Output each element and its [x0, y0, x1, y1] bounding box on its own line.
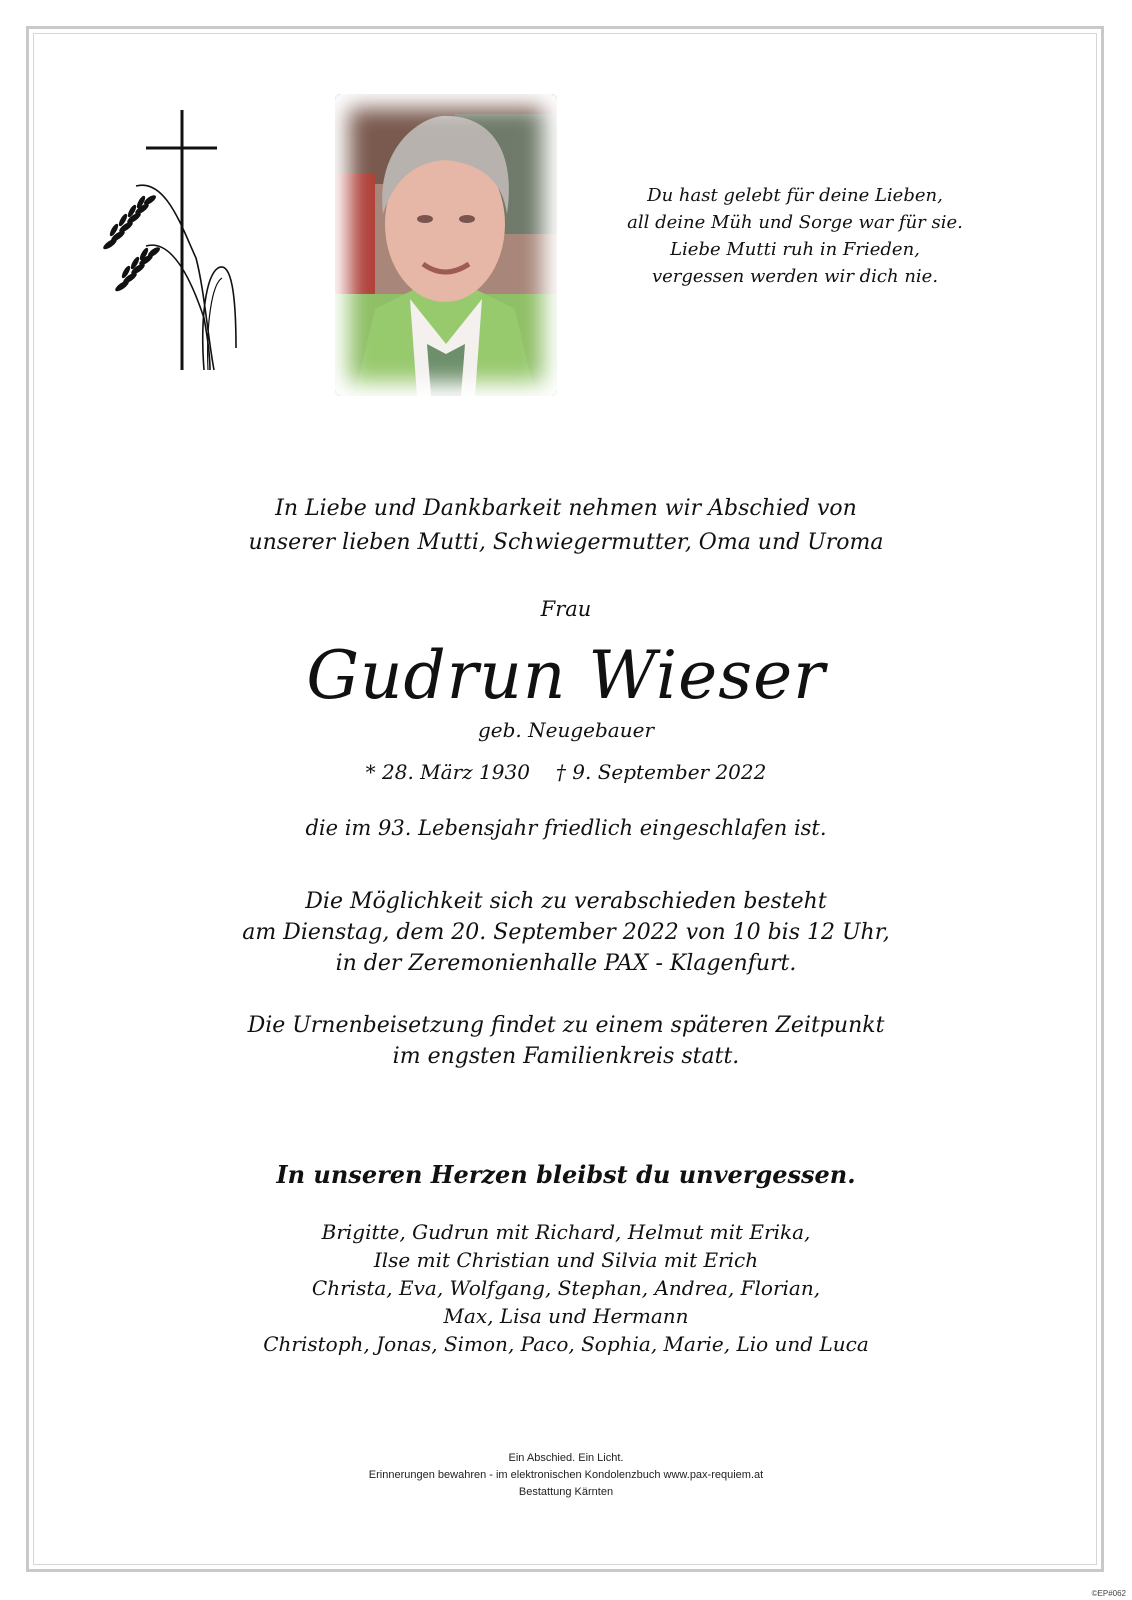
born-name: geb. Neugebauer	[477, 718, 654, 742]
footer	[0, 1450, 1132, 1501]
cross-with-wheat-icon	[96, 108, 246, 378]
family-line: Ilse mit Christian und Silvia mit Erich	[373, 1248, 759, 1272]
family-line: Christoph, Jonas, Simon, Paco, Sophia, Marie, Lio und Luca	[263, 1332, 869, 1356]
family-line: Brigitte, Gudrun mit Richard, Helmut mit Erika,	[321, 1220, 811, 1244]
poem-line: Du hast gelebt für deine Lieben,	[647, 185, 943, 206]
urn-line: Die Urnenbeisetzung findet zu einem späteren Zeitpunkt	[247, 1013, 885, 1038]
poem-line: all deine Müh und Sorge war für sie.	[627, 212, 963, 233]
urn-info	[0, 1010, 1132, 1072]
family-list	[0, 1218, 1132, 1358]
urn-line: im engsten Familienkreis statt.	[392, 1044, 740, 1069]
salutation: Frau	[540, 597, 592, 621]
age-line: die im 93. Lebensjahr friedlich eingeschlafen ist.	[305, 816, 827, 840]
motto: In unseren Herzen bleibst du unvergessen.	[276, 1160, 856, 1189]
family-line: Christa, Eva, Wolfgang, Stephan, Andrea, Florian,	[311, 1276, 821, 1300]
farewell-line: Die Möglichkeit sich zu verabschieden besteht	[305, 889, 827, 914]
intro	[0, 492, 1132, 560]
poem	[580, 182, 1010, 290]
deceased-name: Gudrun Wieser	[306, 637, 826, 714]
intro-line: unserer lieben Mutti, Schwiegermutter, Oma und Uroma	[248, 530, 884, 555]
poem-line: Liebe Mutti ruh in Frieden,	[670, 239, 920, 260]
intro-line: In Liebe und Dankbarkeit nehmen wir Abschied von	[275, 496, 857, 521]
family-line: Max, Lisa und Hermann	[443, 1304, 689, 1328]
portrait-photo	[335, 94, 557, 396]
life-dates	[0, 760, 1132, 784]
farewell-line: am Dienstag, dem 20. September 2022 von 10 bis 12 Uhr,	[242, 920, 890, 945]
footer-line: Ein Abschied. Ein Licht.	[508, 1452, 624, 1464]
footer-line: Bestattung Kärnten	[518, 1486, 614, 1498]
poem-line: vergessen werden wir dich nie.	[651, 266, 939, 287]
footer-line: Erinnerungen bewahren - im elektronischen Kondolenzbuch www.pax-requiem.at	[368, 1469, 764, 1481]
corner-code: ©EP#062	[1091, 1589, 1126, 1598]
farewell-line: in der Zeremonienhalle PAX - Klagenfurt.	[335, 951, 797, 976]
birth-date: * 28. März 1930	[365, 760, 530, 784]
death-date: † 9. September 2022	[555, 760, 767, 784]
farewell-info	[0, 886, 1132, 979]
